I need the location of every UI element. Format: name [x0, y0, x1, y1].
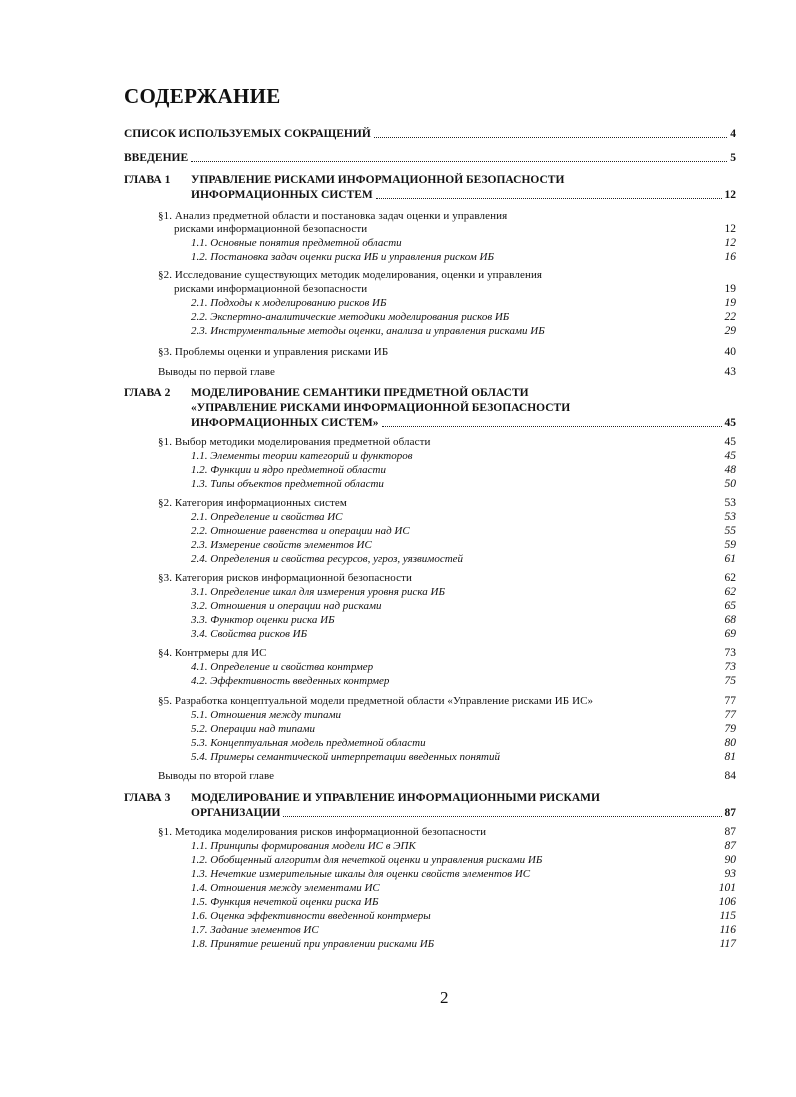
ch1-sub-2-1[interactable]: 2.1. Подходы к моделированию рисков ИБ — [191, 297, 387, 309]
ch2-sub-1-2[interactable]: 1.2. Функции и ядро предметной области — [191, 464, 386, 476]
chapter-1-number: ГЛАВА 1 — [124, 174, 171, 186]
ch1-sub-2-2[interactable]: 2.2. Экспертно-аналитические методики моделирования рисков ИБ — [191, 311, 510, 323]
ch1-sub-2-1-page: 19 — [724, 297, 736, 309]
ch2-sub-3-1-page: 62 — [724, 586, 736, 598]
dot-leader — [191, 161, 727, 162]
ch2-sub-1-1-page: 45 — [724, 450, 736, 462]
toc-entry-page: 4 — [730, 128, 736, 140]
dot-leader — [382, 426, 722, 427]
ch3-sub-1-6-page: 115 — [719, 910, 736, 922]
ch2-sub-4-1-page: 73 — [724, 661, 736, 673]
dot-leader — [283, 816, 721, 817]
ch3-sub-1-6[interactable]: 1.6. Оценка эффективности введенной контрмеры — [191, 910, 431, 922]
toc-entry-introduction[interactable] — [124, 151, 736, 165]
ch2-sub-2-3-page: 59 — [724, 539, 736, 551]
ch1-sub-1-1-page: 12 — [724, 237, 736, 249]
ch1-sub-2-3[interactable]: 2.3. Инструментальные методы оценки, анализа и управления рисками ИБ — [191, 325, 545, 337]
ch3-sub-1-7[interactable]: 1.7. Задание элементов ИС — [191, 924, 319, 936]
toc-entry-label: СПИСОК ИСПОЛЬЗУЕМЫХ СОКРАЩЕНИЙ — [124, 128, 371, 140]
dot-leader — [374, 137, 727, 138]
toc-entry-label: ВВЕДЕНИЕ — [124, 152, 189, 164]
ch1-sub-1-2-page: 16 — [724, 251, 736, 263]
ch2-sub-2-3[interactable]: 2.3. Измерение свойств элементов ИС — [191, 539, 372, 551]
ch2-sub-5-3-page: 80 — [724, 737, 736, 749]
chapter-1-title-line-1[interactable]: УПРАВЛЕНИЕ РИСКАМИ ИНФОРМАЦИОННОЙ БЕЗОПАСНОСТИ — [191, 174, 565, 186]
ch3-sub-1-2[interactable]: 1.2. Обобщенный алгоритм для нечеткой оценки и управления рисками ИБ — [191, 854, 543, 866]
ch1-sub-1-1[interactable]: 1.1. Основные понятия предметной области — [191, 237, 402, 249]
ch2-sub-2-4-page: 61 — [724, 553, 736, 565]
ch2-sec4[interactable]: §4. Контрмеры для ИС — [158, 647, 267, 659]
ch1-sec1-line-2[interactable]: рисками информационной безопасности — [174, 223, 368, 235]
ch2-sub-1-3-page: 50 — [724, 478, 736, 490]
ch2-sub-3-3[interactable]: 3.3. Функтор оценки риска ИБ — [191, 614, 335, 626]
ch3-sec1-page: 87 — [724, 826, 736, 838]
ch3-sub-1-8-page: 117 — [719, 938, 736, 950]
ch2-sub-5-1-page: 77 — [724, 709, 736, 721]
ch2-sec3[interactable]: §3. Категория рисков информационной безопасности — [158, 572, 413, 584]
ch3-sub-1-7-page: 116 — [719, 924, 736, 936]
ch2-sec1[interactable]: §1. Выбор методики моделирования предметной области — [158, 436, 431, 448]
ch2-sub-3-4-page: 69 — [724, 628, 736, 640]
ch3-sec1[interactable]: §1. Методика моделирования рисков информационной безопасности — [158, 826, 487, 838]
chapter-1-title-line-2[interactable] — [191, 188, 736, 202]
ch2-sub-2-2-page: 55 — [724, 525, 736, 537]
ch2-sub-4-2[interactable]: 4.2. Эффективность введенных контрмер — [191, 675, 390, 687]
ch1-sub-2-2-page: 22 — [724, 311, 736, 323]
ch3-sub-1-1[interactable]: 1.1. Принципы формирования модели ИС в ЭПК — [191, 840, 416, 852]
chapter-2-title-line-3[interactable] — [191, 416, 736, 430]
ch1-conclusions-page: 43 — [724, 366, 736, 378]
ch1-sec1-line-1[interactable]: §1. Анализ предметной области и постановка задач оценки и управления — [158, 210, 508, 222]
ch2-sub-2-1[interactable]: 2.1. Определение и свойства ИС — [191, 511, 343, 523]
ch1-sec3[interactable]: §3. Проблемы оценки и управления рисками ИБ — [158, 346, 389, 358]
ch2-sub-3-3-page: 68 — [724, 614, 736, 626]
ch1-sub-1-2[interactable]: 1.2. Постановка задач оценки риска ИБ и управления риском ИБ — [191, 251, 494, 263]
ch1-sec2-line-2[interactable]: рисками информационной безопасности — [174, 283, 368, 295]
toc-entry-page: 12 — [724, 189, 736, 201]
ch3-sub-1-4[interactable]: 1.4. Отношения между элементами ИС — [191, 882, 380, 894]
ch1-conclusions[interactable]: Выводы по первой главе — [158, 366, 275, 378]
ch2-sub-3-2[interactable]: 3.2. Отношения и операции над рисками — [191, 600, 382, 612]
ch3-sub-1-3[interactable]: 1.3. Нечеткие измерительные шкалы для оценки свойств элементов ИС — [191, 868, 531, 880]
ch3-sub-1-5[interactable]: 1.5. Функция нечеткой оценки риска ИБ — [191, 896, 379, 908]
ch2-sub-5-4-page: 81 — [724, 751, 736, 763]
ch3-sub-1-4-page: 101 — [718, 882, 736, 894]
ch2-conclusions-page: 84 — [724, 770, 736, 782]
chapter-2-number: ГЛАВА 2 — [124, 387, 171, 399]
ch2-sec3-page: 62 — [724, 572, 736, 584]
chapter-3-title-line-2[interactable] — [191, 806, 736, 820]
toc-entry-label: ОРГАНИЗАЦИИ — [191, 807, 281, 819]
dot-leader — [376, 198, 722, 199]
ch2-sub-3-4[interactable]: 3.4. Свойства рисков ИБ — [191, 628, 308, 640]
ch2-sub-5-1[interactable]: 5.1. Отношения между типами — [191, 709, 341, 721]
ch2-sub-1-2-page: 48 — [724, 464, 736, 476]
page-number: 2 — [440, 988, 449, 1007]
toc-entry-page: 45 — [724, 417, 736, 429]
ch2-sub-5-4[interactable]: 5.4. Примеры семантической интерпретации введенных понятий — [191, 751, 501, 763]
ch2-sub-5-2-page: 79 — [724, 723, 736, 735]
toc-entry-page: 87 — [724, 807, 736, 819]
page-title: СОДЕРЖАНИЕ — [124, 84, 281, 108]
ch2-sub-1-1[interactable]: 1.1. Элементы теории категорий и функторов — [191, 450, 413, 462]
ch2-sec5[interactable]: §5. Разработка концептуальной модели предметной области «Управление рисками ИБ ИС» — [158, 695, 594, 707]
ch2-sec1-page: 45 — [724, 436, 736, 448]
ch3-sub-1-8[interactable]: 1.8. Принятие решений при управлении рисками ИБ — [191, 938, 435, 950]
ch1-sec2-page: 19 — [724, 283, 736, 295]
ch2-sec5-page: 77 — [724, 695, 736, 707]
ch2-sub-5-3[interactable]: 5.3. Концептуальная модель предметной области — [191, 737, 426, 749]
chapter-3-title-line-1[interactable]: МОДЕЛИРОВАНИЕ И УПРАВЛЕНИЕ ИНФОРМАЦИОННЫМИ РИСКАМИ — [191, 792, 600, 804]
ch1-sec2-line-1[interactable]: §2. Исследование существующих методик моделирования, оценки и управления — [158, 269, 543, 281]
ch1-sub-2-3-page: 29 — [724, 325, 736, 337]
ch2-conclusions[interactable]: Выводы по второй главе — [158, 770, 275, 782]
ch2-sub-2-2[interactable]: 2.2. Отношение равенства и операции над ИС — [191, 525, 410, 537]
ch2-sub-3-2-page: 65 — [724, 600, 736, 612]
chapter-2-title-line-1[interactable]: МОДЕЛИРОВАНИЕ СЕМАНТИКИ ПРЕДМЕТНОЙ ОБЛАСТИ — [191, 387, 529, 399]
toc-entry-label: ИНФОРМАЦИОННЫХ СИСТЕМ» — [191, 417, 379, 429]
ch1-sec3-page: 40 — [724, 346, 736, 358]
toc-entry-label: ИНФОРМАЦИОННЫХ СИСТЕМ — [191, 189, 373, 201]
ch2-sec2[interactable]: §2. Категория информационных систем — [158, 497, 347, 509]
ch2-sub-5-2[interactable]: 5.2. Операции над типами — [191, 723, 316, 735]
ch2-sub-1-3[interactable]: 1.3. Типы объектов предметной области — [191, 478, 384, 490]
chapter-2-title-line-2[interactable]: «УПРАВЛЕНИЕ РИСКАМИ ИНФОРМАЦИОННОЙ БЕЗОПАСНОСТИ — [191, 402, 571, 414]
ch2-sub-4-2-page: 75 — [724, 675, 736, 687]
chapter-3-number: ГЛАВА 3 — [124, 792, 171, 804]
ch2-sub-2-4[interactable]: 2.4. Определения и свойства ресурсов, угроз, уязвимостей — [191, 553, 464, 565]
ch2-sub-2-1-page: 53 — [724, 511, 736, 523]
toc-entry-page: 5 — [730, 152, 736, 164]
ch2-sec4-page: 73 — [724, 647, 736, 659]
ch3-sub-1-1-page: 87 — [724, 840, 736, 852]
ch3-sub-1-3-page: 93 — [724, 868, 736, 880]
ch1-sec1-page: 12 — [724, 223, 736, 235]
toc-entry-abbreviations[interactable] — [124, 127, 736, 141]
ch2-sub-4-1[interactable]: 4.1. Определение и свойства контрмер — [191, 661, 374, 673]
ch3-sub-1-5-page: 106 — [718, 896, 736, 908]
ch3-sub-1-2-page: 90 — [724, 854, 736, 866]
ch2-sub-3-1[interactable]: 3.1. Определение шкал для измерения уровня риска ИБ — [191, 586, 445, 598]
ch2-sec2-page: 53 — [724, 497, 736, 509]
